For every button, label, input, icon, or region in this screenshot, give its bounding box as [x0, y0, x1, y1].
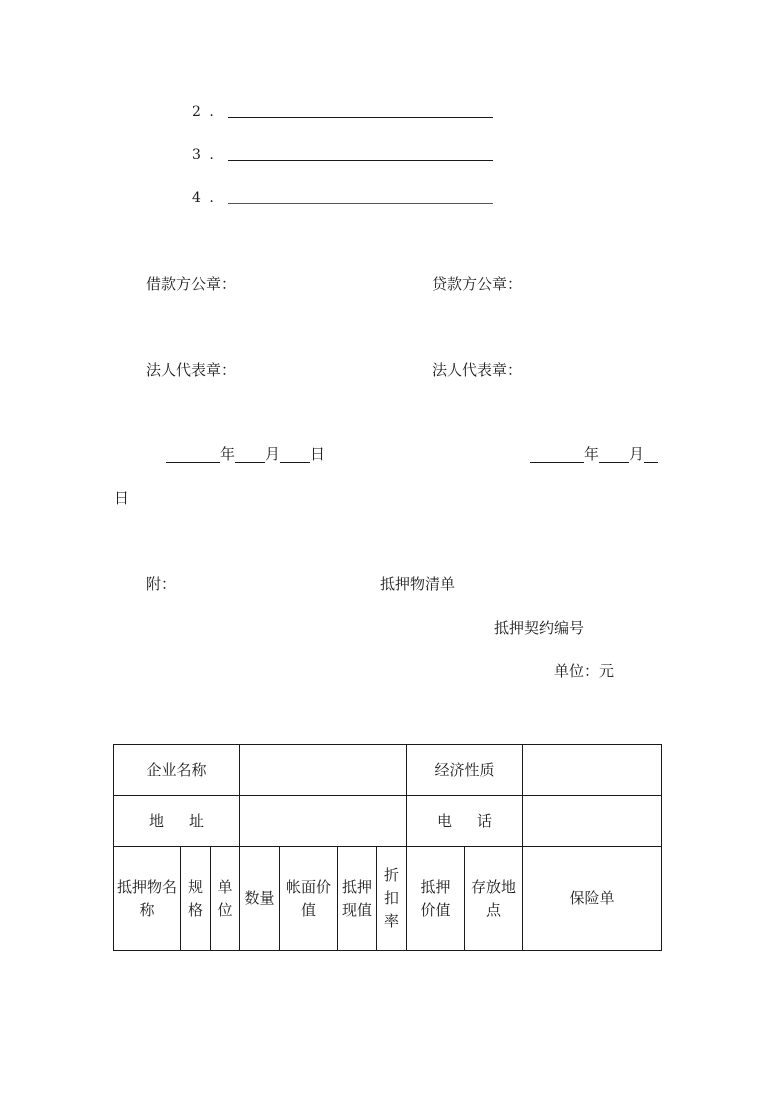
- lender-seal-label: 贷款方公章：: [432, 275, 523, 293]
- collateral-table: [113, 744, 662, 951]
- col-header-discount-rate: 折扣率: [377, 847, 407, 951]
- year-label: 年: [584, 445, 600, 463]
- month-blank: [235, 448, 265, 463]
- col-header-storage-location: 存放地点: [465, 847, 523, 951]
- day-label: 日: [310, 445, 326, 463]
- col-header-collateral-name: 抵押物名称: [114, 847, 181, 951]
- month-blank: [599, 448, 629, 463]
- blank-label-3: 3 .: [192, 147, 216, 163]
- blank-line-4: [228, 203, 493, 204]
- table-row: [114, 745, 662, 796]
- year-blank: [530, 448, 584, 463]
- address-label: 地址: [114, 796, 240, 847]
- blank-line-3: [228, 160, 493, 161]
- col-header-unit: 单位: [211, 847, 240, 951]
- contract-number-label: 抵押契约编号: [494, 619, 585, 637]
- company-name-label: 企业名称: [114, 745, 240, 796]
- unit-label: 单位：元: [554, 662, 615, 680]
- blank-label-2: 2 .: [192, 104, 216, 120]
- lender-date-line: [530, 445, 658, 463]
- phone-cell[interactable]: [523, 796, 662, 847]
- month-label: 月: [629, 445, 645, 463]
- col-header-insurance-policy: 保险单: [523, 847, 662, 951]
- borrower-seal-label: 借款方公章：: [146, 275, 237, 293]
- col-header-book-value: 帐面价值: [280, 847, 338, 951]
- col-header-current-value: 抵押现值: [338, 847, 377, 951]
- blank-label-4: 4 .: [192, 190, 216, 206]
- col-header-spec: 规格: [181, 847, 211, 951]
- table-header-row: [114, 847, 662, 951]
- attachment-title: 抵押物清单: [380, 575, 456, 593]
- day-blank: [280, 448, 310, 463]
- month-label: 月: [265, 445, 281, 463]
- col-header-mortgage-value: 抵押价值: [407, 847, 465, 951]
- blank-line-2: [228, 117, 493, 118]
- economic-nature-label: 经济性质: [407, 745, 523, 796]
- year-label: 年: [220, 445, 236, 463]
- year-blank: [166, 448, 220, 463]
- lender-day-label: 日: [114, 489, 130, 507]
- phone-label: 电话: [407, 796, 523, 847]
- borrower-date-line: [166, 445, 325, 463]
- col-header-quantity: 数量: [240, 847, 280, 951]
- table-row: [114, 796, 662, 847]
- economic-nature-cell[interactable]: [523, 745, 662, 796]
- borrower-legal-rep-label: 法人代表章：: [146, 361, 237, 379]
- address-cell[interactable]: [240, 796, 407, 847]
- attachment-prefix: 附：: [146, 575, 177, 593]
- lender-legal-rep-label: 法人代表章：: [432, 361, 523, 379]
- day-blank: [644, 448, 658, 463]
- company-name-cell[interactable]: [240, 745, 407, 796]
